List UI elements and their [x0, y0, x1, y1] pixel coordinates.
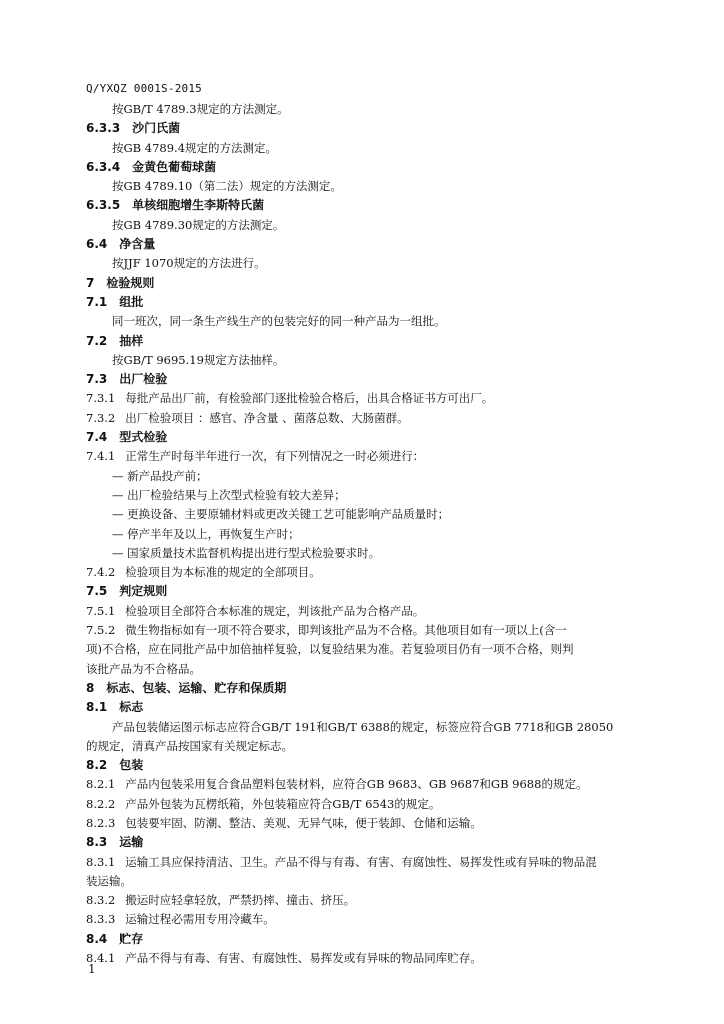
heading-text: 型式检验	[119, 430, 168, 445]
section-number: 8.2.2	[86, 796, 116, 811]
section-number: 7.3	[86, 372, 108, 387]
line-text: 按GB/T 4789.3规定的方法测定。	[112, 102, 289, 116]
line-text: 按GB 4789.30规定的方法测定。	[112, 217, 285, 232]
paragraph-line	[86, 910, 646, 929]
section-number: 8.3.3	[86, 912, 116, 927]
paragraph-line	[86, 640, 646, 659]
line-text: 运输过程必需用专用冷藏车。	[125, 912, 275, 927]
paragraph-line	[86, 409, 646, 428]
paragraph-line	[86, 544, 646, 563]
section-number: 7.5	[86, 584, 108, 599]
heading-text: 判定规则	[119, 584, 168, 599]
line-text: 按JJF 1070规定的方法进行。	[112, 256, 266, 271]
line-text: 每批产品出厂前，有检验部门逐批检验合格后，出具合格证书方可出厂。	[125, 391, 494, 406]
heading-text: 包装	[119, 758, 144, 773]
document-code: Q/YXQZ 0001S-2015	[86, 82, 202, 95]
section-heading	[86, 930, 646, 949]
paragraph-line	[86, 795, 646, 814]
section-heading	[86, 582, 646, 601]
section-number: 7.5.1	[86, 603, 116, 618]
section-heading	[86, 293, 646, 312]
paragraph-line	[86, 447, 646, 466]
heading-text: 标志	[119, 700, 144, 715]
heading-text: 运输	[119, 835, 144, 850]
section-number: 6.3.5	[86, 198, 121, 213]
paragraph-line	[86, 312, 646, 331]
line-text: — 出厂检验结果与上次型式检验有较大差异；	[112, 487, 346, 502]
line-text: 运输工具应保持清洁、卫生。产品不得与有毒、有害、有腐蚀性、易挥发性或有异味的物品混	[125, 854, 597, 869]
heading-text: 组批	[119, 294, 144, 309]
paragraph-line	[86, 775, 646, 794]
section-number: 8.3.1	[86, 854, 116, 869]
section-heading	[86, 196, 646, 215]
line-text: — 新产品投产前；	[112, 468, 208, 483]
paragraph-line	[86, 254, 646, 273]
paragraph-line	[86, 621, 646, 640]
paragraph-line	[86, 660, 646, 679]
line-text: 该批产品为不合格品。	[86, 661, 201, 676]
line-text: 的规定，清真产品按国家有关规定标志。	[86, 738, 293, 753]
paragraph-line	[86, 100, 646, 119]
line-text: 包装要牢固、防潮、整洁、美观、无异气味，便于装卸、仓储和运输。	[125, 815, 482, 830]
paragraph-line	[86, 872, 646, 891]
line-text: — 更换设备、主要原辅材料或更改关键工艺可能影响产品质量时；	[112, 507, 450, 522]
section-number: 8.1	[86, 700, 108, 715]
line-text: 检验项目为本标准的规定的全部项目。	[125, 565, 321, 580]
section-number: 8.4	[86, 931, 108, 946]
section-number: 7.3.2	[86, 410, 116, 425]
section-number: 8.2.1	[86, 777, 116, 792]
paragraph-line	[86, 139, 646, 158]
section-heading	[86, 332, 646, 351]
paragraph-line	[86, 389, 646, 408]
section-heading	[86, 158, 646, 177]
section-number: 7.2	[86, 333, 108, 348]
line-text: — 国家质量技术监督机构提出进行型式检验要求时。	[112, 545, 381, 560]
section-number: 6.4	[86, 237, 108, 252]
line-text: 产品内包装采用复合食品塑料包装材料，应符合GB 9683、GB 9687和GB 9688的规定。	[125, 777, 588, 792]
section-number: 7.1	[86, 294, 108, 309]
section-heading	[86, 679, 646, 698]
line-text: 装运输。	[86, 873, 132, 888]
paragraph-line	[86, 505, 646, 524]
heading-text: 标志、包装、运输、贮存和保质期	[106, 680, 287, 695]
line-text: 检验项目全部符合本标准的规定，判该批产品为合格产品。	[125, 603, 425, 618]
section-heading	[86, 274, 646, 293]
heading-text: 金黄色葡萄球菌	[132, 159, 217, 174]
line-text: 产品不得与有毒、有害、有腐蚀性、易挥发或有异味的物品同库贮存。	[125, 951, 482, 966]
paragraph-line	[86, 486, 646, 505]
section-heading	[86, 833, 646, 852]
section-number: 7.4	[86, 430, 108, 445]
section-number: 7.4.2	[86, 565, 116, 580]
line-text: 微生物指标如有一项不符合要求，即判该批产品为不合格。其他项目如有一项以上(含一	[125, 623, 567, 638]
section-number: 6.3.3	[86, 121, 121, 136]
section-number: 7.5.2	[86, 623, 116, 638]
paragraph-line	[86, 814, 646, 833]
paragraph-line	[86, 602, 646, 621]
paragraph-line	[86, 949, 646, 968]
document-body	[86, 100, 646, 968]
section-number: 8.3	[86, 835, 108, 850]
line-text: 按GB/T 9695.19规定方法抽样。	[112, 352, 285, 367]
paragraph-line	[86, 853, 646, 872]
line-text: — 停产半年及以上，再恢复生产时；	[112, 526, 300, 541]
heading-text: 单核细胞增生李斯特氏菌	[132, 198, 265, 213]
section-heading	[86, 428, 646, 447]
section-heading	[86, 370, 646, 389]
paragraph-line	[86, 563, 646, 582]
section-number: 7	[86, 275, 95, 290]
section-number: 6.3.4	[86, 159, 121, 174]
paragraph-line	[86, 467, 646, 486]
paragraph-line	[86, 718, 646, 737]
heading-text: 贮存	[119, 931, 144, 946]
paragraph-line	[86, 177, 646, 196]
paragraph-line	[86, 891, 646, 910]
paragraph-line	[86, 525, 646, 544]
section-number: 8.2.3	[86, 815, 116, 830]
heading-text: 出厂检验	[119, 372, 168, 387]
section-heading	[86, 698, 646, 717]
section-number: 8.4.1	[86, 951, 116, 966]
line-text: 搬运时应轻拿轻放，严禁扔摔、撞击、挤压。	[125, 893, 356, 908]
heading-text: 检验规则	[106, 275, 155, 290]
paragraph-line	[86, 737, 646, 756]
section-heading	[86, 756, 646, 775]
heading-text: 沙门氏菌	[132, 121, 181, 136]
section-number: 7.4.1	[86, 449, 116, 464]
section-number: 8	[86, 680, 95, 695]
section-number: 8.3.2	[86, 893, 116, 908]
paragraph-line	[86, 216, 646, 235]
section-number: 8.2	[86, 758, 108, 773]
line-text: 按GB 4789.4规定的方法测定。	[112, 140, 278, 155]
section-number: 7.3.1	[86, 391, 116, 406]
paragraph-line	[86, 351, 646, 370]
line-text: 正常生产时每半年进行一次，有下列情况之一时必须进行：	[125, 449, 425, 464]
heading-text: 净含量	[119, 237, 156, 252]
section-heading	[86, 235, 646, 254]
page-number: 1	[88, 962, 96, 976]
heading-text: 抽样	[119, 333, 144, 348]
line-text: 产品包装储运图示标志应符合GB/T 191和GB/T 6388的规定，标签应符合GB 7718和GB 28050	[112, 719, 614, 734]
section-heading	[86, 119, 646, 138]
line-text: 产品外包装为瓦楞纸箱，外包装箱应符合GB/T 6543的规定。	[125, 796, 441, 811]
line-text: 同一班次，同一条生产线生产的包装完好的同一种产品为一组批。	[112, 314, 446, 329]
line-text: 出厂检验项目 ：感官、净含量 、菌落总数、大肠菌群。	[125, 410, 409, 425]
line-text: 按GB 4789.10（第二法）规定的方法测定。	[112, 179, 342, 194]
line-text: 项)不合格，应在同批产品中加倍抽样复验，以复验结果为准。若复验项目仍有一项不合格，则判	[86, 642, 574, 657]
